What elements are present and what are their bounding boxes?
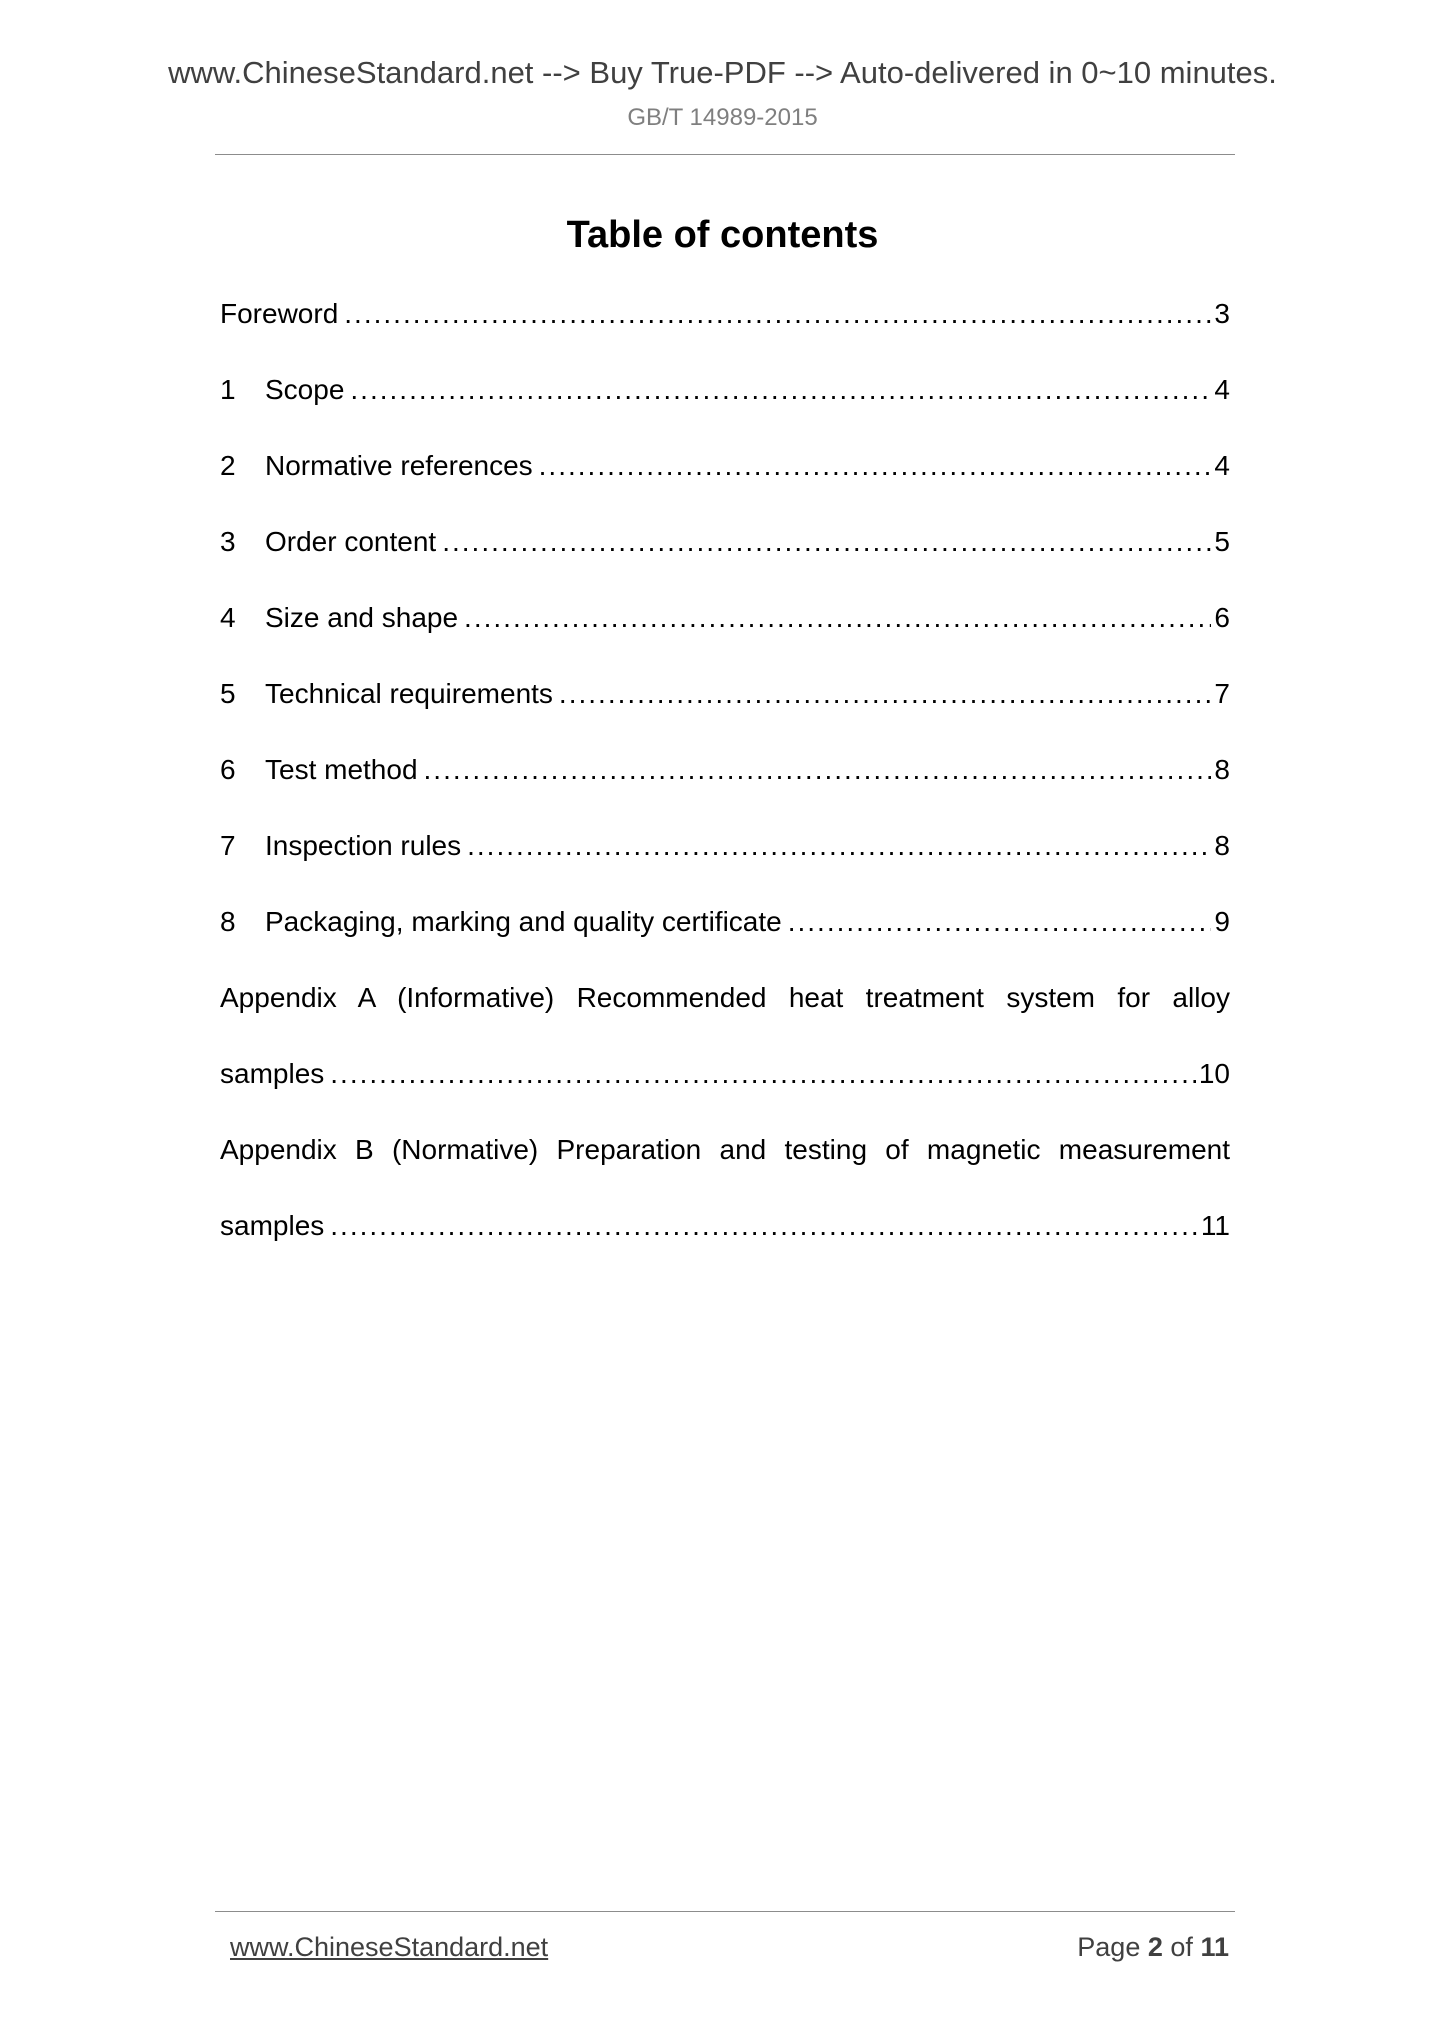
toc-entry-test-method[interactable] <box>220 747 1230 823</box>
toc-entry-page: 9 <box>1214 906 1230 937</box>
dot-leader <box>464 595 1211 640</box>
toc-entry-number: 2 <box>220 450 236 481</box>
toc-entry-page: 3 <box>1214 298 1230 329</box>
toc-entry-label: Appendix B (Normative) Preparation and testing of magnetic measurement <box>220 1134 1230 1165</box>
toc-entry-number: 4 <box>220 602 236 633</box>
toc-entry-order-content[interactable] <box>220 519 1230 595</box>
toc-entry-label: Test method <box>265 754 418 785</box>
toc-entry-label: samples <box>220 1210 325 1241</box>
dot-leader <box>344 291 1211 336</box>
dot-leader <box>424 747 1212 792</box>
footer-website-link[interactable]: www.ChineseStandard.net <box>230 1932 549 1962</box>
toc-entry-label: samples <box>220 1058 325 1089</box>
page-current: 2 <box>1147 1932 1163 1962</box>
toc-entry-number: 1 <box>220 374 236 405</box>
page-prefix: Page <box>1077 1932 1141 1962</box>
dot-leader <box>788 899 1212 944</box>
toc-entry-number: 3 <box>220 526 236 557</box>
toc-entry-appendix-a[interactable] <box>220 1051 1230 1127</box>
toc-entry-appendix-b-heading[interactable] <box>220 1127 1230 1203</box>
toc-entry-page: 6 <box>1214 602 1230 633</box>
toc-entry-label: Size and shape <box>265 602 459 633</box>
table-of-contents <box>220 291 1230 1279</box>
page-total: 11 <box>1200 1932 1229 1962</box>
page-of: of <box>1170 1932 1193 1962</box>
page-number <box>1077 1932 1229 1963</box>
dot-leader <box>467 823 1211 868</box>
toc-entry-appendix-a-heading[interactable] <box>220 975 1230 1051</box>
toc-entry-normative-references[interactable] <box>220 443 1230 519</box>
toc-entry-label: Technical requirements <box>265 678 553 709</box>
toc-entry-label: Normative references <box>265 450 533 481</box>
toc-entry-foreword[interactable] <box>220 291 1230 367</box>
toc-entry-page: 11 <box>1200 1210 1230 1241</box>
top-banner: www.ChineseStandard.net --> Buy True-PDF --> Auto-delivered in 0~10 minutes. <box>168 55 1277 90</box>
toc-entry-page: 4 <box>1214 374 1230 405</box>
dot-leader <box>330 1203 1198 1248</box>
toc-entry-packaging[interactable] <box>220 899 1230 975</box>
toc-entry-label: Appendix A (Informative) Recommended heat treatment system for alloy <box>220 982 1230 1013</box>
toc-entry-page: 8 <box>1214 830 1230 861</box>
toc-entry-scope[interactable] <box>220 367 1230 443</box>
dot-leader <box>539 443 1212 488</box>
toc-entry-number: 5 <box>220 678 236 709</box>
standard-code: GB/T 14989-2015 <box>627 104 818 131</box>
toc-entry-label: Packaging, marking and quality certificate <box>265 906 782 937</box>
toc-entry-page: 10 <box>1198 1058 1230 1089</box>
toc-entry-page: 5 <box>1214 526 1230 557</box>
toc-title: Table of contents <box>566 214 879 256</box>
footer-divider <box>215 1911 1235 1912</box>
dot-leader <box>559 671 1212 716</box>
toc-entry-label: Foreword <box>220 298 339 329</box>
toc-entry-inspection-rules[interactable] <box>220 823 1230 899</box>
dot-leader <box>442 519 1211 564</box>
toc-entry-label: Inspection rules <box>265 830 462 861</box>
toc-entry-number: 6 <box>220 754 236 785</box>
toc-entry-page: 8 <box>1214 754 1230 785</box>
toc-entry-number: 7 <box>220 830 236 861</box>
dot-leader <box>330 1051 1196 1096</box>
toc-entry-page: 7 <box>1214 678 1230 709</box>
toc-entry-number: 8 <box>220 906 236 937</box>
toc-entry-appendix-b[interactable] <box>220 1203 1230 1279</box>
toc-entry-technical-requirements[interactable] <box>220 671 1230 747</box>
toc-entry-page: 4 <box>1214 450 1230 481</box>
toc-entry-label: Scope <box>265 374 345 405</box>
toc-entry-size-and-shape[interactable] <box>220 595 1230 671</box>
header-divider <box>215 154 1235 155</box>
dot-leader <box>350 367 1211 412</box>
toc-entry-label: Order content <box>265 526 437 557</box>
